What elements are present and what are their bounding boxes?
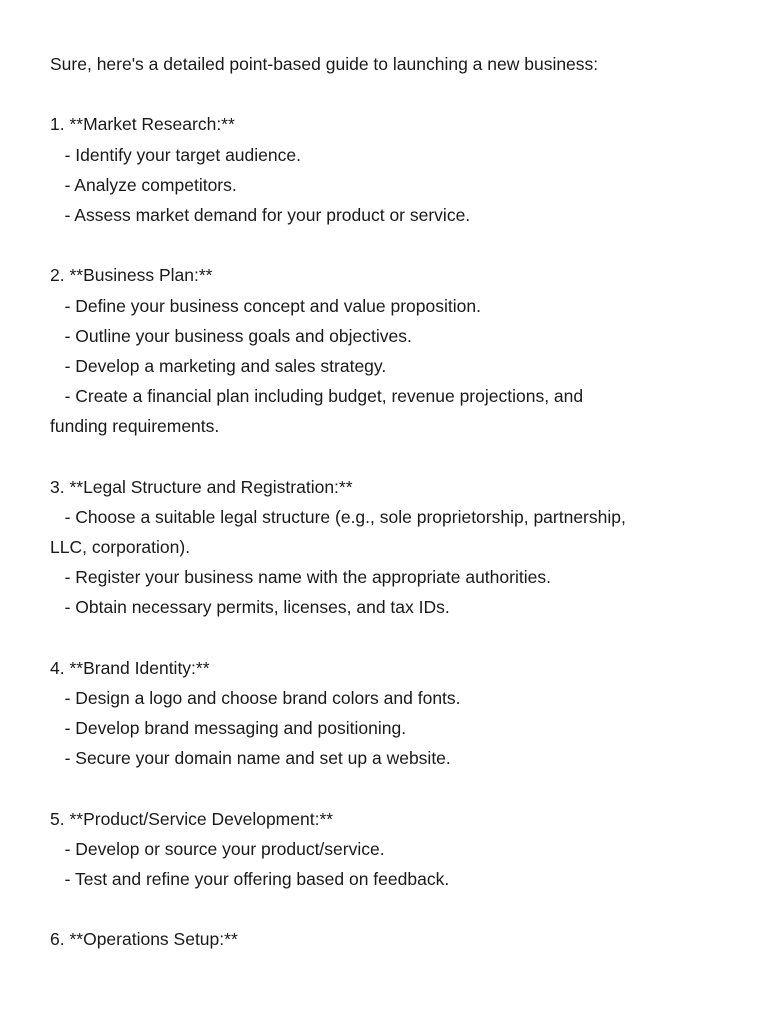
spacer — [50, 230, 750, 260]
list-item-continuation: funding requirements. — [50, 416, 220, 437]
section-heading-business-plan: 2. **Business Plan:** — [50, 265, 213, 286]
spacer — [50, 623, 750, 653]
list-item: - Create a financial plan including budget, revenue projections, and — [50, 386, 584, 407]
list-item: - Outline your business goals and objectives. — [50, 325, 412, 346]
section-heading-legal-structure: 3. **Legal Structure and Registration:** — [50, 476, 353, 497]
spacer — [50, 894, 750, 924]
list-item: - Define your business concept and value proposition. — [50, 295, 481, 316]
list-item: - Design a logo and choose brand colors and fonts. — [50, 687, 461, 708]
list-item: - Develop brand messaging and positioning. — [50, 718, 407, 739]
document-body — [50, 49, 750, 955]
section-heading-product-development: 5. **Product/Service Development:** — [50, 808, 334, 829]
list-item-continuation: LLC, corporation). — [50, 537, 191, 557]
list-item: - Test and refine your offering based on feedback. — [50, 869, 450, 890]
list-item: - Analyze competitors. — [50, 174, 237, 195]
list-item: - Develop a marketing and sales strategy. — [50, 355, 387, 376]
list-item: - Assess market demand for your product or service. — [50, 204, 471, 225]
list-item: - Develop or source your product/service. — [50, 838, 385, 859]
list-item: - Register your business name with the appropriate authorities. — [50, 567, 551, 588]
list-item: - Obtain necessary permits, licenses, and tax IDs. — [50, 597, 450, 618]
spacer — [50, 441, 750, 471]
list-item: - Identify your target audience. — [50, 144, 301, 165]
spacer — [50, 79, 750, 109]
list-item: - Secure your domain name and set up a website. — [50, 748, 451, 769]
spacer — [50, 774, 750, 804]
intro-text: Sure, here's a detailed point-based guide to launching a new business: — [50, 54, 599, 74]
section-heading-brand-identity: 4. **Brand Identity:** — [50, 657, 210, 678]
section-heading-market-research: 1. **Market Research:** — [50, 114, 235, 135]
list-item: - Choose a suitable legal structure (e.g., sole proprietorship, partnership, — [50, 506, 626, 527]
section-heading-operations-setup: 6. **Operations Setup:** — [50, 929, 238, 950]
